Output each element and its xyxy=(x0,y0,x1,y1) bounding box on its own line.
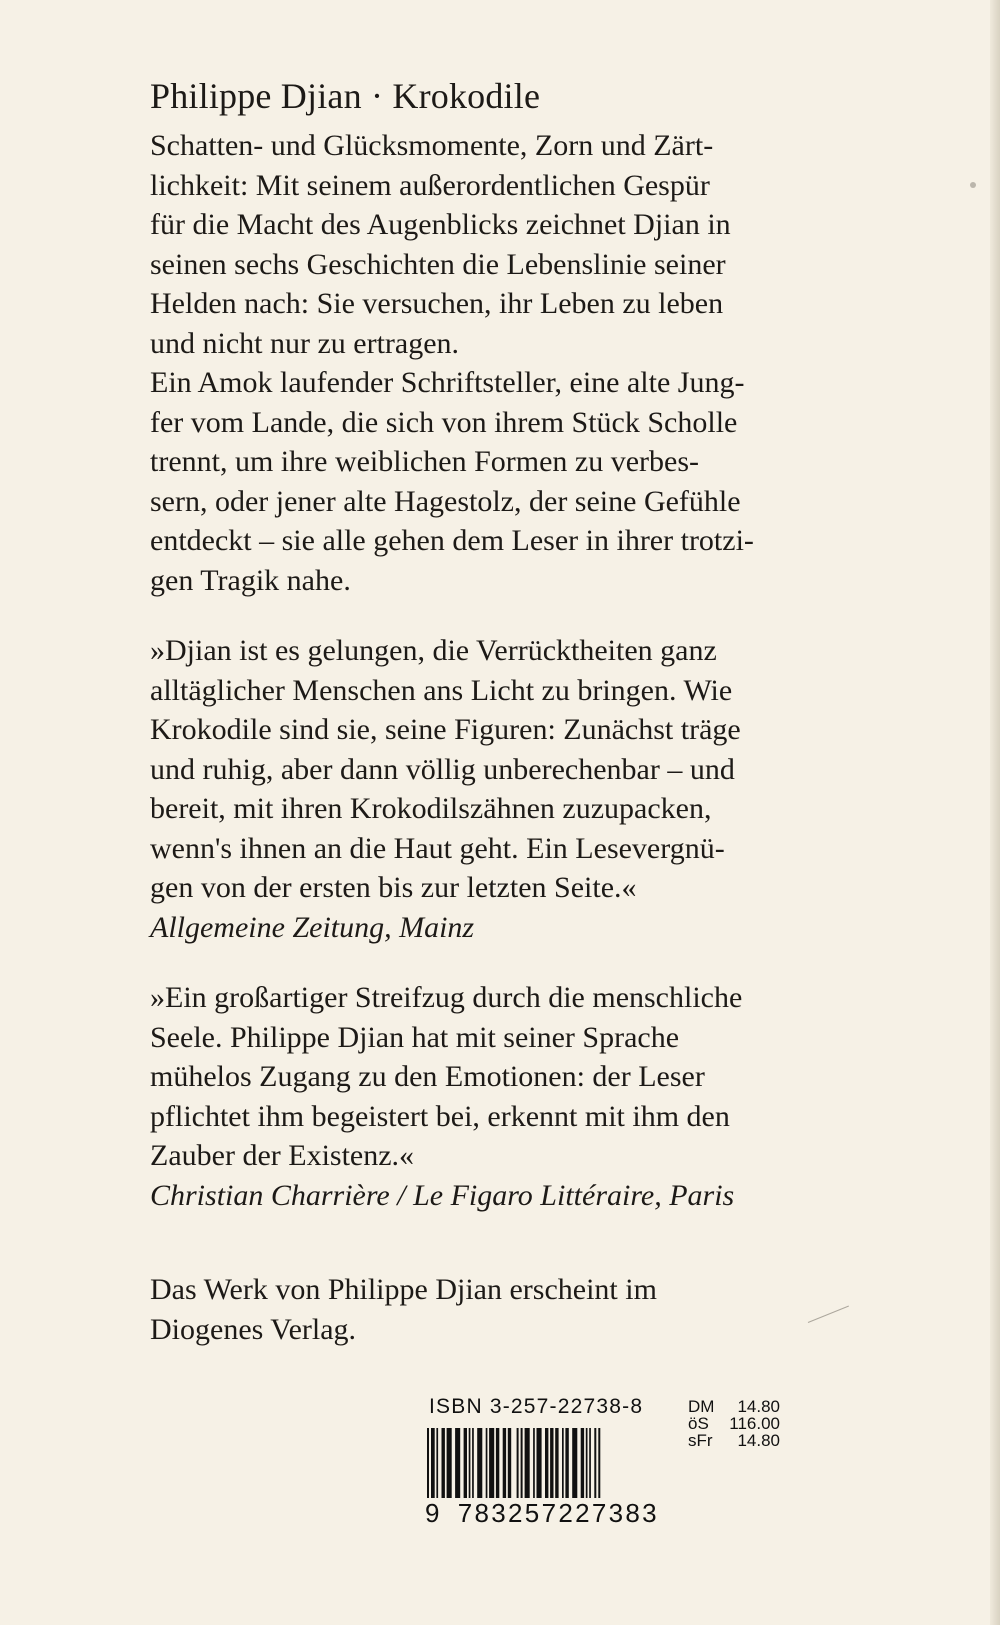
barcode-bar xyxy=(447,1428,452,1508)
price-currency: sFr xyxy=(688,1431,713,1450)
blurb-line: trennt, um ihre weiblichen Formen zu verbes- xyxy=(150,445,699,478)
price-row xyxy=(688,1398,780,1415)
barcode-bar xyxy=(508,1428,511,1508)
barcode-bar xyxy=(525,1428,530,1508)
price-list xyxy=(688,1398,780,1449)
price-currency: öS xyxy=(688,1414,709,1433)
barcode-bar xyxy=(503,1428,506,1508)
barcode-bar xyxy=(537,1428,542,1508)
blurb-line: Ein Amok laufender Schriftsteller, eine alte Jung- xyxy=(150,366,745,399)
blurb-line: fer vom Lande, die sich von ihrem Stück Scholle xyxy=(150,405,738,439)
blurb xyxy=(150,126,812,600)
barcode-bar xyxy=(464,1428,467,1508)
barcode-bar xyxy=(533,1428,535,1508)
review-line: Seele. Philippe Djian hat mit seiner Sprache xyxy=(150,1020,680,1054)
review-source: Christian Charrière / Le Figaro Littéraire, Paris xyxy=(150,1178,735,1212)
barcode-bar xyxy=(436,1428,438,1508)
price-amount: 14.80 xyxy=(737,1431,780,1450)
barcode-bar xyxy=(545,1428,548,1508)
price-amount: 14.80 xyxy=(737,1397,780,1416)
blurb-line: Helden nach: Sie versuchen, ihr Leben zu leben xyxy=(150,287,724,320)
barcode-number: 783257227383 xyxy=(457,1498,659,1528)
blurb-line: lichkeit: Mit seinem außerordentlichen Gespür xyxy=(150,168,710,202)
review-quote xyxy=(150,978,812,1176)
price-row xyxy=(688,1432,780,1449)
barcode-bar xyxy=(555,1428,558,1508)
review-line: bereit, mit ihren Krokodilszähnen zuzupacken, xyxy=(150,792,712,825)
barcode-bar xyxy=(455,1428,460,1508)
blurb-line: seinen sechs Geschichten die Lebenslinie seiner xyxy=(150,247,726,281)
review-line: »Djian ist es gelungen, die Verrücktheiten ganz xyxy=(150,634,717,667)
review-line: alltäglicher Menschen ans Licht zu bringen. Wie xyxy=(150,673,733,707)
review-le-figaro xyxy=(150,978,812,1215)
barcode-bar xyxy=(496,1428,499,1508)
price-amount: 116.00 xyxy=(729,1414,780,1433)
review-line: und ruhig, aber dann völlig unberechenbar – und xyxy=(150,752,735,786)
review-line: Zauber der Existenz.« xyxy=(150,1139,415,1172)
review-line: pflichtet ihm begeistert bei, erkennt mit ihm den xyxy=(150,1099,730,1133)
blurb-line: für die Macht des Augenblicks zeichnet Djian in xyxy=(150,208,731,241)
review-line: Krokodile sind sie, seine Figuren: Zunächst träge xyxy=(150,713,741,746)
review-quote xyxy=(150,631,812,908)
review-line: gen von der ersten bis zur letzten Seite.« xyxy=(150,871,637,904)
blurb-paragraph-1 xyxy=(150,126,812,363)
publisher-line: Diogenes Verlag. xyxy=(150,1312,357,1346)
barcode-bar xyxy=(565,1428,568,1508)
barcode-bar xyxy=(550,1428,553,1508)
back-cover-text xyxy=(150,72,812,1349)
price-row xyxy=(688,1415,780,1432)
barcode-lead-digit: 9 xyxy=(425,1498,442,1528)
barcode-bar xyxy=(572,1428,577,1508)
barcode-bar xyxy=(581,1428,584,1508)
barcode-bar xyxy=(469,1428,471,1508)
blurb-paragraph-2 xyxy=(150,363,812,600)
barcode-bar xyxy=(489,1428,494,1508)
barcode-bar xyxy=(433,1428,435,1508)
blurb-line: sern, oder jener alte Hagestolz, der seine Gefühle xyxy=(150,484,741,518)
barcode-bar xyxy=(589,1428,591,1508)
isbn-label: ISBN 3-257-22738-8 xyxy=(429,1395,644,1418)
barcode-bar xyxy=(562,1428,564,1508)
paper-speck xyxy=(970,182,976,188)
review-allgemeine-zeitung xyxy=(150,631,812,947)
barcode-digits xyxy=(425,1498,659,1529)
review-line: mühelos Zugang zu den Emotionen: der Leser xyxy=(150,1060,705,1093)
review-source: Allgemeine Zeitung, Mainz xyxy=(150,910,475,944)
blurb-line: gen Tragik nahe. xyxy=(150,563,351,597)
barcode-bar xyxy=(586,1428,588,1508)
price-currency: DM xyxy=(688,1397,715,1416)
review-line: »Ein großartiger Streifzug durch die menschliche xyxy=(150,981,743,1014)
blurb-line: Schatten- und Glücksmomente, Zorn und Zärt- xyxy=(150,129,714,162)
barcode-bar xyxy=(486,1428,488,1508)
barcode-bar xyxy=(442,1428,445,1508)
review-line: wenn's ihnen an die Haut geht. Ein Lesevergnü- xyxy=(150,831,725,865)
barcode-bar xyxy=(472,1428,474,1508)
publisher-note xyxy=(150,1270,812,1349)
publisher-line: Das Werk von Philippe Djian erscheint im xyxy=(150,1273,657,1306)
book-title: Philippe Djian · Krokodile xyxy=(150,76,541,116)
page-edge xyxy=(990,0,1000,1625)
blurb-line: und nicht nur zu ertragen. xyxy=(150,326,460,360)
blurb-line: entdeckt – sie alle gehen dem Leser in ihrer trotzi- xyxy=(150,524,754,557)
barcode-bar xyxy=(477,1428,482,1508)
paper-scratch xyxy=(808,1306,849,1323)
